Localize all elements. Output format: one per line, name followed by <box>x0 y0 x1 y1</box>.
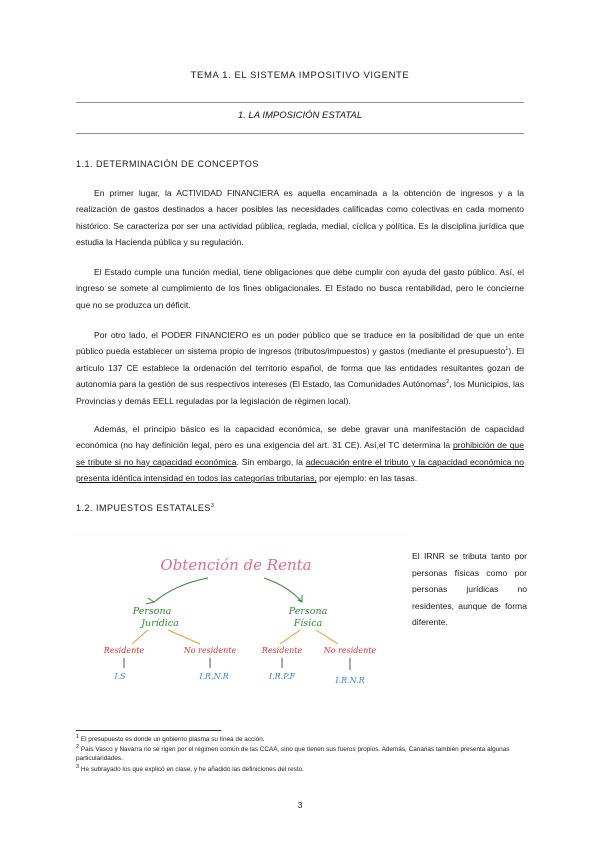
arrow-juridica-residente <box>132 630 148 644</box>
tax-irnr-juridica: I.R.N.R <box>199 672 229 681</box>
arrow-fisica-residente <box>280 630 300 644</box>
arrow-to-fisica <box>264 578 302 602</box>
leaf-noresidente-juridica: No residente <box>183 646 237 655</box>
diagram-root-label: Obtención de Renta <box>160 556 312 574</box>
divider-bottom <box>76 133 524 134</box>
footnote-2: $^2$ País Vasco y Navarra no se rigen por el régimen común de las CCAA, sino que tienen sus fueros propios. Además, Canarias también presenta algunas particularidades. <box>76 743 510 762</box>
footnote-1: $^1$ El presupuesto es donde un gobierno plasma su línea de acción. <box>76 733 265 743</box>
tax-irnr-fisica: I.R.N.R <box>335 676 365 685</box>
term-poder-financiero: PODER FINANCIERO <box>161 330 249 340</box>
leaf-noresidente-fisica: No residente <box>323 646 377 655</box>
irnr-note: El IRNR se tributa tanto por personas físicas como por personas jurídicas no residentes, aunque de forma diferente. <box>412 551 527 628</box>
footnote-ref-3[interactable]: 3 <box>210 503 215 509</box>
document-title: TEMA 1. EL SISTEMA IMPOSITIVO VIGENTE <box>190 70 410 81</box>
divider-top <box>76 102 524 103</box>
footnote-3: $^3$ He subrayado los que explicó en clase, y he añadido las definiciones del resto. <box>76 763 304 773</box>
leaf-residente-juridica: Residente <box>103 646 145 655</box>
page-number: 3 <box>297 800 303 810</box>
paragraph-funcion-medial: El Estado cumple una función medial, tiene obligaciones que debe cumplir con ayuda del gasto público. Así, el ingreso se somete al cumplimiento de los fines obligacionales. El Estado no busca rentabilidad, pero le concierne que no se produzca un déficit. <box>76 267 524 310</box>
term-actividad-financiera: ACTIVIDAD FINANCIERA <box>176 188 279 198</box>
arrow-fisica-noresidente <box>316 630 338 644</box>
heading-determinacion: 1.1. DETERMINACIÓN DE CONCEPTOS <box>76 159 259 169</box>
arrowhead-juridica <box>146 598 154 604</box>
underlined-adecuacion: adecuación entre el tributo y la capacidad económica no presenta idéntica intensidad en todos las categorías tributarias, <box>76 456 524 484</box>
footnote-ref-2[interactable]: 2 <box>446 379 450 386</box>
footnote-separator <box>76 730 221 731</box>
footnote-ref-1[interactable]: 1 <box>505 346 509 353</box>
arrow-to-juridica <box>154 578 208 602</box>
branch-persona-fisica-1: Persona <box>288 606 328 617</box>
paragraph-capacidad-economica: Además, el principio básico es la capacidad económica, se debe gravar una manifestación de capacidad económica (no hay definición legal, pero es una exigencia del art. 31 CE). Así,el TC determina la prohibición de que se tribute si no hay capacidad económica. Sin embargo, la adecuación entre el tributo y la capacidad económica no presenta idéntica intensidad en todos las categorías tributarias, por ejemplo: en las tasas. <box>76 424 524 484</box>
paragraph-actividad-financiera: En primer lugar, la ACTIVIDAD FINANCIERA es aquella encaminada a la obtención de ingresos y a la realización de gastos destinados a hacer posibles las necesidades calificadas como colectivas en cada momento histórico. Se caracteriza por ser una actividad pública, reglada, medial, cíclica y política. Es la disciplina jurídica que estudia la Hacienda pública y su regulación. <box>76 188 524 248</box>
renta-diagram <box>76 534 404 710</box>
tax-irpf: I.R.P.F <box>268 672 296 681</box>
underlined-prohibicion: prohibición de que se tribute si no hay capacidad económica <box>76 440 524 467</box>
section-title: 1. LA IMPOSICIÓN ESTATAL <box>237 110 363 121</box>
paragraph-poder-financiero: Por otro lado, el PODER FINANCIERO es un poder público que se traduce en la posibilidad de que un ente público pueda establecer un sistema propio de ingresos (tributos/impuestos) y gastos (mediante el presupuesto$^1$). El artículo 137 CE establece la ordenación del territorio español, de forma que las entidades resultantes gozan de autonomía para la gestión de sus respectivos intereses (El Estado, las Comunidades Autónomas$^2$, los Municipios, las Provincias y demás EELL reguladas por la legislación de régimen local). <box>76 330 524 406</box>
tax-is: I.S <box>114 672 126 681</box>
heading-impuestos-estatales: 1.2. IMPUESTOS ESTATALES$^3$ <box>76 503 215 513</box>
branch-persona-fisica-2: Física <box>293 618 323 629</box>
arrow-juridica-noresidente <box>168 630 200 644</box>
branch-persona-juridica-1: Persona <box>132 606 172 617</box>
leaf-residente-fisica: Residente <box>261 646 303 655</box>
branch-persona-juridica-2: Jurídica <box>141 618 179 629</box>
